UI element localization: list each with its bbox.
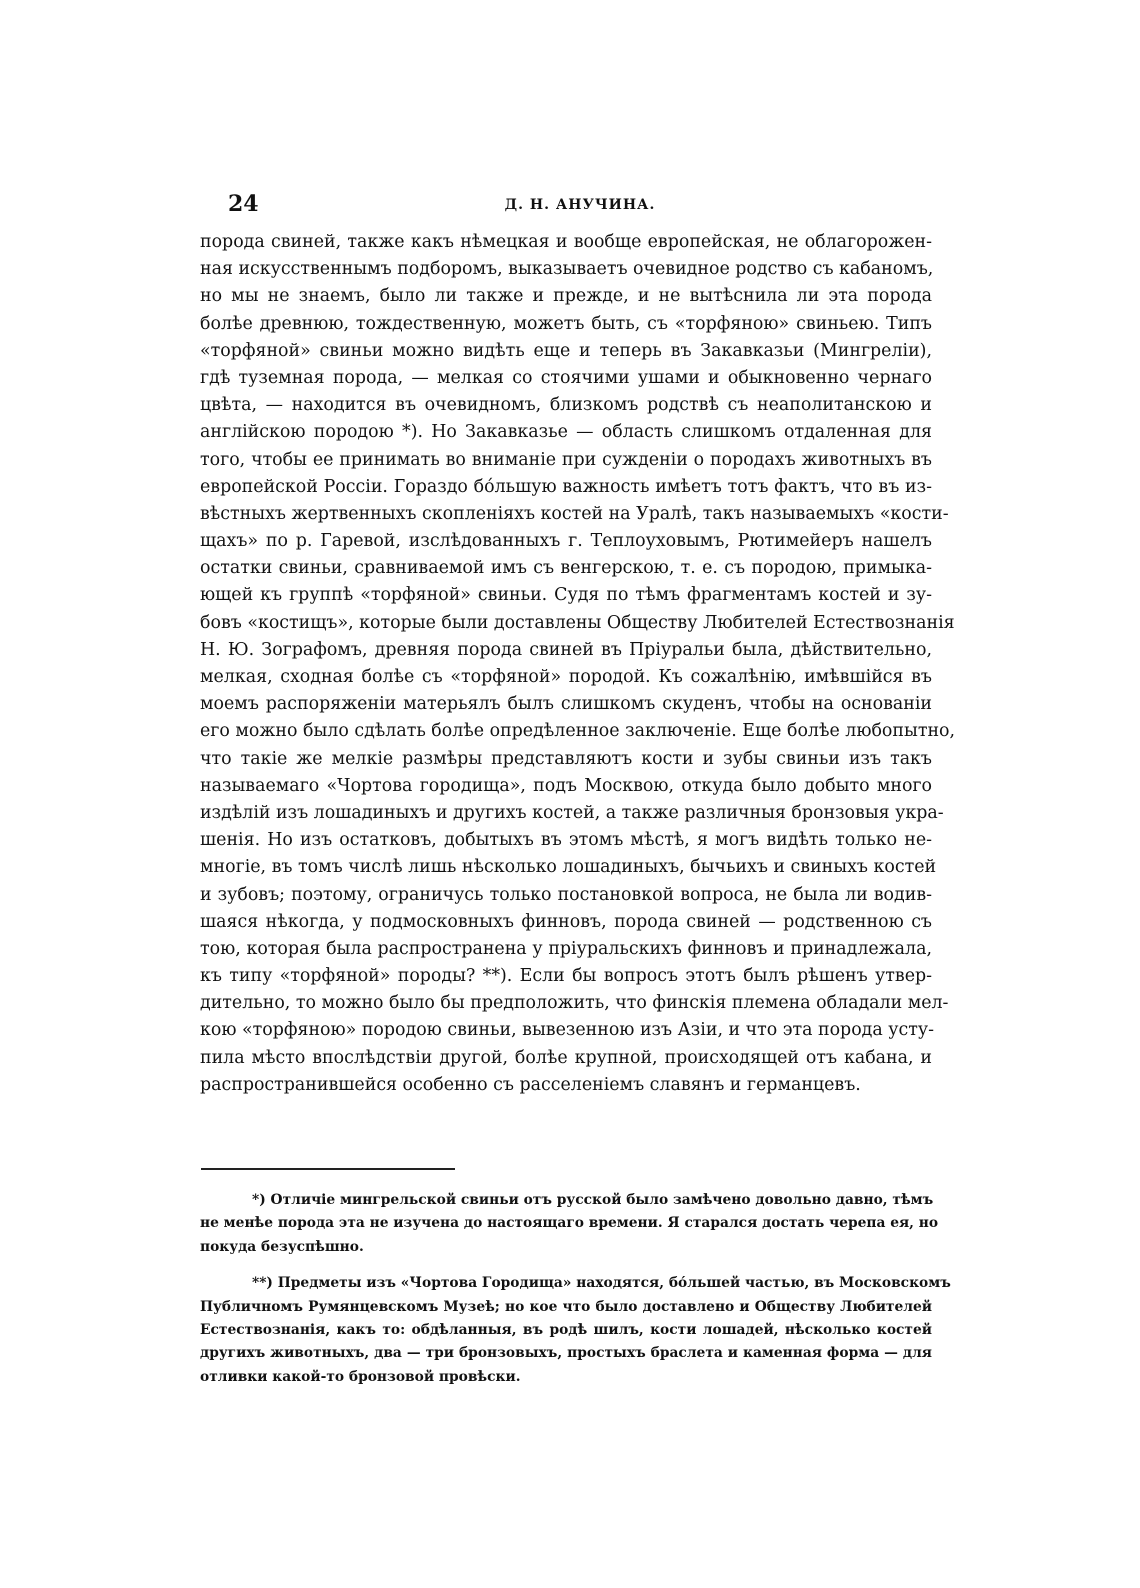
text-line: дительно, то можно было бы предположить, что финскія племена обладали мел- xyxy=(200,993,949,1014)
text-line: европейской Россіи. Гораздо бо́льшую важность имѣетъ тотъ фактъ, что въ из- xyxy=(200,476,932,497)
text-line: кою «торфяною» породою свиньи, вывезенною изъ Азіи, и что эта порода усту- xyxy=(200,1020,934,1041)
text-line: шаяся нѣкогда, у подмосковныхъ финновъ, порода свиней — родственною съ xyxy=(200,911,932,932)
running-head: Д. Н. АНУЧИНА. xyxy=(504,197,656,213)
text-line: тою, которая была распространена у пріуральскихъ финновъ и принадлежала, xyxy=(200,938,932,959)
footnote-line: отливки какой-то бронзовой провѣски. xyxy=(200,1368,521,1385)
text-line: издѣлій изъ лошадиныхъ и другихъ костей, а также различныя бронзовыя укра- xyxy=(200,802,944,823)
text-line: щахъ» по р. Гаревой, изслѣдованныхъ г. Теплоуховымъ, Рютимейеръ нашелъ xyxy=(200,531,932,552)
text-line: шенія. Но изъ остатковъ, добытыхъ въ этомъ мѣстѣ, я могъ видѣть только не- xyxy=(200,830,932,851)
footnotes xyxy=(200,1189,951,1389)
text-line: Н. Ю. Зографомъ, древняя порода свиней въ Пріуральи была, дѣйствительно, xyxy=(200,639,932,660)
text-line: что такіе же мелкіе размѣры представляютъ кости и зубы свиньи изъ такъ xyxy=(200,748,932,769)
text-line: того, чтобы ее принимать во вниманіе при сужденіи о породахъ животныхъ въ xyxy=(200,449,932,470)
text-line: къ типу «торфяной» породы? **). Если бы вопросъ этотъ былъ рѣшенъ утвер- xyxy=(200,966,932,987)
text-line: бовъ «костищъ», которые были доставлены Обществу Любителей Естествознанія xyxy=(200,612,955,633)
footnote-line: покуда безуспѣшно. xyxy=(200,1238,364,1255)
text-line: вѣстныхъ жертвенныхъ скопленіяхъ костей на Уралѣ, такъ называемыхъ «кости- xyxy=(200,503,949,524)
text-line: цвѣта, — находится въ очевидномъ, близкомъ родствѣ съ неаполитанскою и xyxy=(200,395,932,416)
text-line: болѣе древнюю, тождественную, можетъ быть, съ «торфяною» свиньею. Типъ xyxy=(200,313,932,334)
footnote-line: Публичномъ Румянцевскомъ Музеѣ; но кое что было доставлено и Обществу Любителей xyxy=(200,1298,932,1315)
text-line: но мы не знаемъ, было ли также и прежде, и не вытѣснила ли эта порода xyxy=(200,286,932,307)
main-text xyxy=(200,229,956,1099)
text-line: англійскою породою *). Но Закавказье — область слишкомъ отдаленная для xyxy=(200,422,932,443)
footnote-separator xyxy=(201,1168,455,1170)
footnote-gap xyxy=(200,1259,932,1272)
text-line: «торфяной» свиньи можно видѣть еще и теперь въ Закавказьи (Мингреліи), xyxy=(200,340,932,361)
text-line: многіе, въ томъ числѣ лишь нѣсколько лошадиныхъ, бычьихъ и свиныхъ костей xyxy=(200,857,937,878)
text-line: гдѣ туземная порода, — мелкая со стоячими ушами и обыкновенно чернаго xyxy=(200,367,932,388)
text-line: ная искусственнымъ подборомъ, выказываетъ очевидное родство съ кабаномъ, xyxy=(200,259,934,280)
page-number: 24 xyxy=(228,191,259,217)
text-line: пила мѣсто впослѣдствіи другой, болѣе крупной, происходящей отъ кабана, и xyxy=(200,1047,932,1068)
footnote-line: **) Предметы изъ «Чортова Городища» находятся, бо́льшей частью, въ Московскомъ xyxy=(252,1275,951,1292)
footnote-line: другихъ животныхъ, два — три бронзовыхъ, простыхъ браслета и каменная форма — для xyxy=(200,1345,932,1362)
text-line: и зубовъ; поэтому, ограничусь только постановкой вопроса, не была ли водив- xyxy=(200,884,932,905)
text-line: остатки свиньи, сравниваемой имъ съ венгерскою, т. е. съ породою, примыка- xyxy=(200,558,932,579)
text-line: его можно было сдѣлать болѣе опредѣленное заключеніе. Еще болѣе любопытно, xyxy=(200,721,956,742)
page-header xyxy=(228,189,932,219)
text-line: ющей къ группѣ «торфяной» свиньи. Судя по тѣмъ фрагментамъ костей и зу- xyxy=(200,585,932,606)
footnote-line: *) Отличіе мингрельской свиньи отъ русской было замѣчено довольно давно, тѣмъ xyxy=(252,1192,934,1208)
text-line: называемаго «Чортова городища», подъ Москвою, откуда было добыто много xyxy=(200,775,932,796)
footnote-line: не менѣе порода эта не изучена до настоящаго времени. Я старался достать черепа ея, но xyxy=(200,1215,939,1232)
footnote-line: Естествознанія, какъ то: обдѣланныя, въ родѣ шилъ, кости лошадей, нѣсколько костей xyxy=(200,1321,932,1338)
text-line: распространившейся особенно съ расселеніемъ славянъ и германцевъ. xyxy=(200,1074,861,1095)
text-line: порода свиней, также какъ нѣмецкая и вообще европейская, не облагорожен- xyxy=(200,232,932,252)
footnote-1 xyxy=(200,1189,939,1259)
footnote-2 xyxy=(200,1272,951,1389)
text-line: мелкая, сходная болѣе съ «торфяной» породой. Къ сожалѣнію, имѣвшійся въ xyxy=(200,667,932,687)
text-line: моемъ распоряженіи матерьялъ былъ слишкомъ скуденъ, чтобы на основаніи xyxy=(200,694,932,715)
